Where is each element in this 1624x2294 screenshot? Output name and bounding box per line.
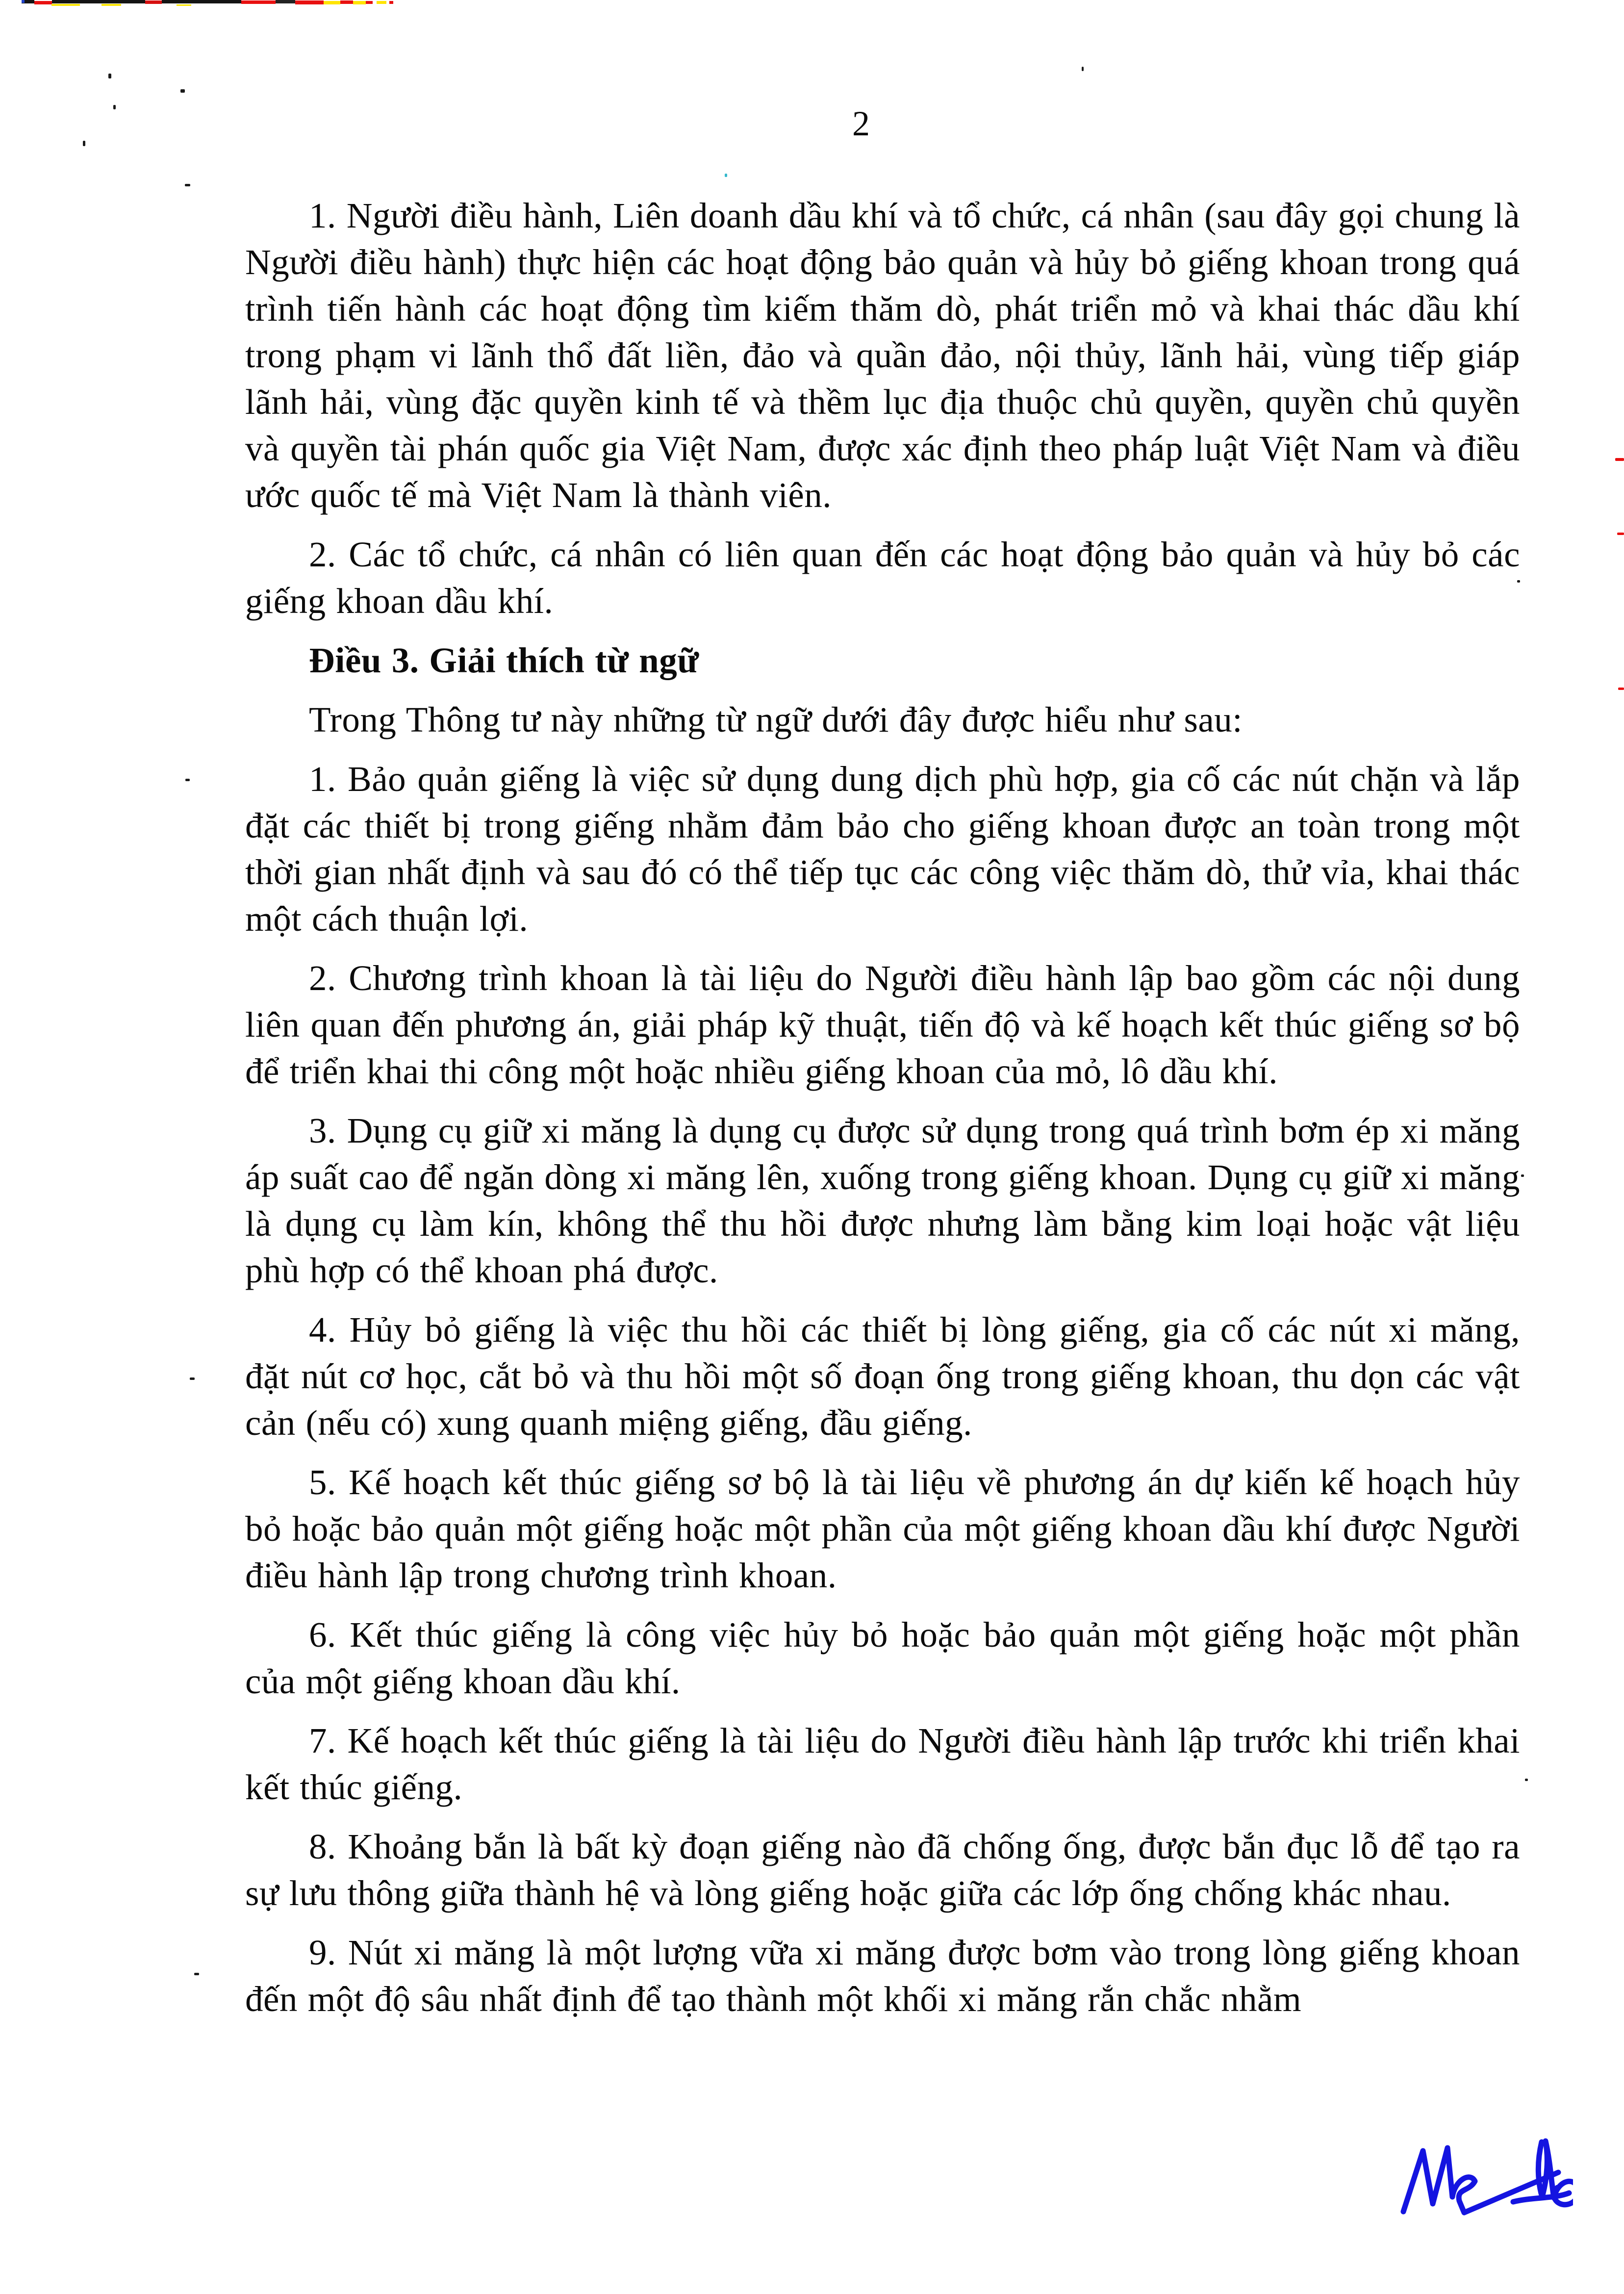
scan-speck xyxy=(83,141,85,146)
paragraph-article3-term9: 9. Nút xi măng là một lượng vữa xi măng được bơm vào trong lòng giếng khoan đến một độ sâu nhất định để tạo thành một khối xi măng rắn chắc nhằm xyxy=(245,1933,1520,2019)
artifact-segment xyxy=(52,0,145,3)
scan-speck-red xyxy=(1618,688,1624,690)
scan-speck xyxy=(108,74,111,78)
artifact-segment xyxy=(22,0,25,3)
artifact-segment xyxy=(324,1,340,4)
scan-speck xyxy=(1517,580,1520,583)
artifact-segment xyxy=(340,0,353,4)
scan-speck xyxy=(1521,1174,1524,1177)
paragraph-article3-intro: Trong Thông tư này những từ ngữ dưới đây được hiểu như sau: xyxy=(309,700,1243,739)
artifact-segment xyxy=(102,4,121,6)
artifact-segment xyxy=(377,1,386,4)
paragraph-article3-term1: 1. Bảo quản giếng là việc sử dụng dung dịch phù hợp, gia cố các nút chặn và lắp đặt các thiết bị trong giếng nhằm đảm bảo cho giếng khoan được an toàn trong một thời gian nhất định và sau đó có thể tiếp tục các công việc thăm dò, thử vỉa, khai thác một cách thuận lợi. xyxy=(245,759,1520,939)
paragraph-article3-term5: 5. Kế hoạch kết thúc giếng sơ bộ là tài liệu về phương án dự kiến kế hoạch hủy bỏ hoặc bảo quản một giếng hoặc một phần của một giếng khoan dầu khí được Người điều hành lập trong chương trình khoan. xyxy=(245,1462,1520,1595)
artifact-segment xyxy=(366,1,373,4)
scan-speck xyxy=(185,184,190,186)
scan-artifact-strip xyxy=(0,0,1624,7)
scan-speck xyxy=(113,105,116,109)
paragraph-article3-term2: 2. Chương trình khoan là tài liệu do Người điều hành lập bao gồm các nội dung liên quan đến phương án, giải pháp kỹ thuật, tiến độ và kế hoạch kết thúc giếng sơ bộ để triển khai thi công một hoặc nhiều giếng khoan của mỏ, lô dầu khí. xyxy=(245,958,1520,1091)
paragraph-article3-term3: 3. Dụng cụ giữ xi măng là dụng cụ được sử dụng trong quá trình bơm ép xi măng áp suất cao để ngăn dòng xi măng lên, xuống trong giếng khoan. Dụng cụ giữ xi măng là dụng cụ làm kín, không thể thu hồi được nhưng làm bằng kim loại hoặc vật liệu phù hợp có thể khoan phá được. xyxy=(245,1111,1520,1290)
page-number: 2 xyxy=(852,104,870,143)
scan-speck-red xyxy=(1617,533,1624,535)
signature-left-stroke xyxy=(1403,2148,1558,2213)
paragraph-article2-clause1: 1. Người điều hành, Liên doanh dầu khí và tổ chức, cá nhân (sau đây gọi chung là Người điều hành) thực hiện các hoạt động bảo quản và hủy bỏ giếng khoan trong quá trình tiến hành các hoạt động tìm kiếm thăm dò, phát triển mỏ và khai thác dầu khí trong phạm vi lãnh thổ đất liền, đảo và quần đảo, nội thủy, lãnh hải, vùng tiếp giáp lãnh hải, vùng đặc quyền kinh tế và thềm lục địa thuộc chủ quyền, quyền chủ quyền và quyền tài phán quốc gia Việt Nam, được xác định theo pháp luật Việt Nam và điều ước quốc tế mà Việt Nam là thành viên. xyxy=(245,196,1520,515)
scan-speck-red xyxy=(1615,458,1624,461)
signature-scribble xyxy=(1396,2132,1573,2230)
artifact-segment xyxy=(353,1,366,4)
scan-speck xyxy=(194,1973,199,1975)
paragraph-article3-term7: 7. Kế hoạch kết thúc giếng là tài liệu do Người điều hành lập trước khi triển khai kết thúc giếng. xyxy=(245,1721,1520,1807)
artifact-segment xyxy=(241,0,276,4)
artifact-segment xyxy=(145,0,162,4)
artifact-segment xyxy=(295,0,324,4)
artifact-segment xyxy=(276,0,295,3)
scan-speck xyxy=(180,89,185,93)
artifact-segment xyxy=(51,4,80,6)
paragraph-article3-term8: 8. Khoảng bắn là bất kỳ đoạn giếng nào đã chống ống, được bắn đục lỗ để tạo ra sự lưu thông giữa thành hệ và lòng giếng hoặc giữa các lớp ống chống khác nhau. xyxy=(245,1827,1520,1913)
artifact-segment xyxy=(177,4,191,6)
article3-heading: Điều 3. Giải thích từ ngữ xyxy=(309,640,699,680)
scan-speck xyxy=(1525,1779,1528,1781)
scan-speck xyxy=(1082,67,1084,71)
artifact-segment xyxy=(389,1,393,4)
paragraph-article3-term6: 6. Kết thúc giếng là công việc hủy bỏ hoặc bảo quản một giếng hoặc một phần của một giếng khoan dầu khí. xyxy=(245,1615,1520,1701)
document-body xyxy=(245,192,1520,2035)
artifact-segment xyxy=(34,1,52,4)
scan-speck xyxy=(185,779,190,781)
paragraph-article3-term4: 4. Hủy bỏ giếng là việc thu hồi các thiết bị lòng giếng, gia cố các nút xi măng, đặt nút cơ học, cắt bỏ và thu hồi một số đoạn ống trong giếng khoan, thu dọn các vật cản (nếu có) xung quanh miệng giếng, đầu giếng. xyxy=(245,1310,1520,1443)
paragraph-article2-clause2: 2. Các tổ chức, cá nhân có liên quan đến các hoạt động bảo quản và hủy bỏ các giếng khoan dầu khí. xyxy=(245,535,1520,621)
artifact-segment xyxy=(162,0,241,3)
scan-speck xyxy=(725,174,727,177)
scan-speck xyxy=(190,1377,195,1380)
